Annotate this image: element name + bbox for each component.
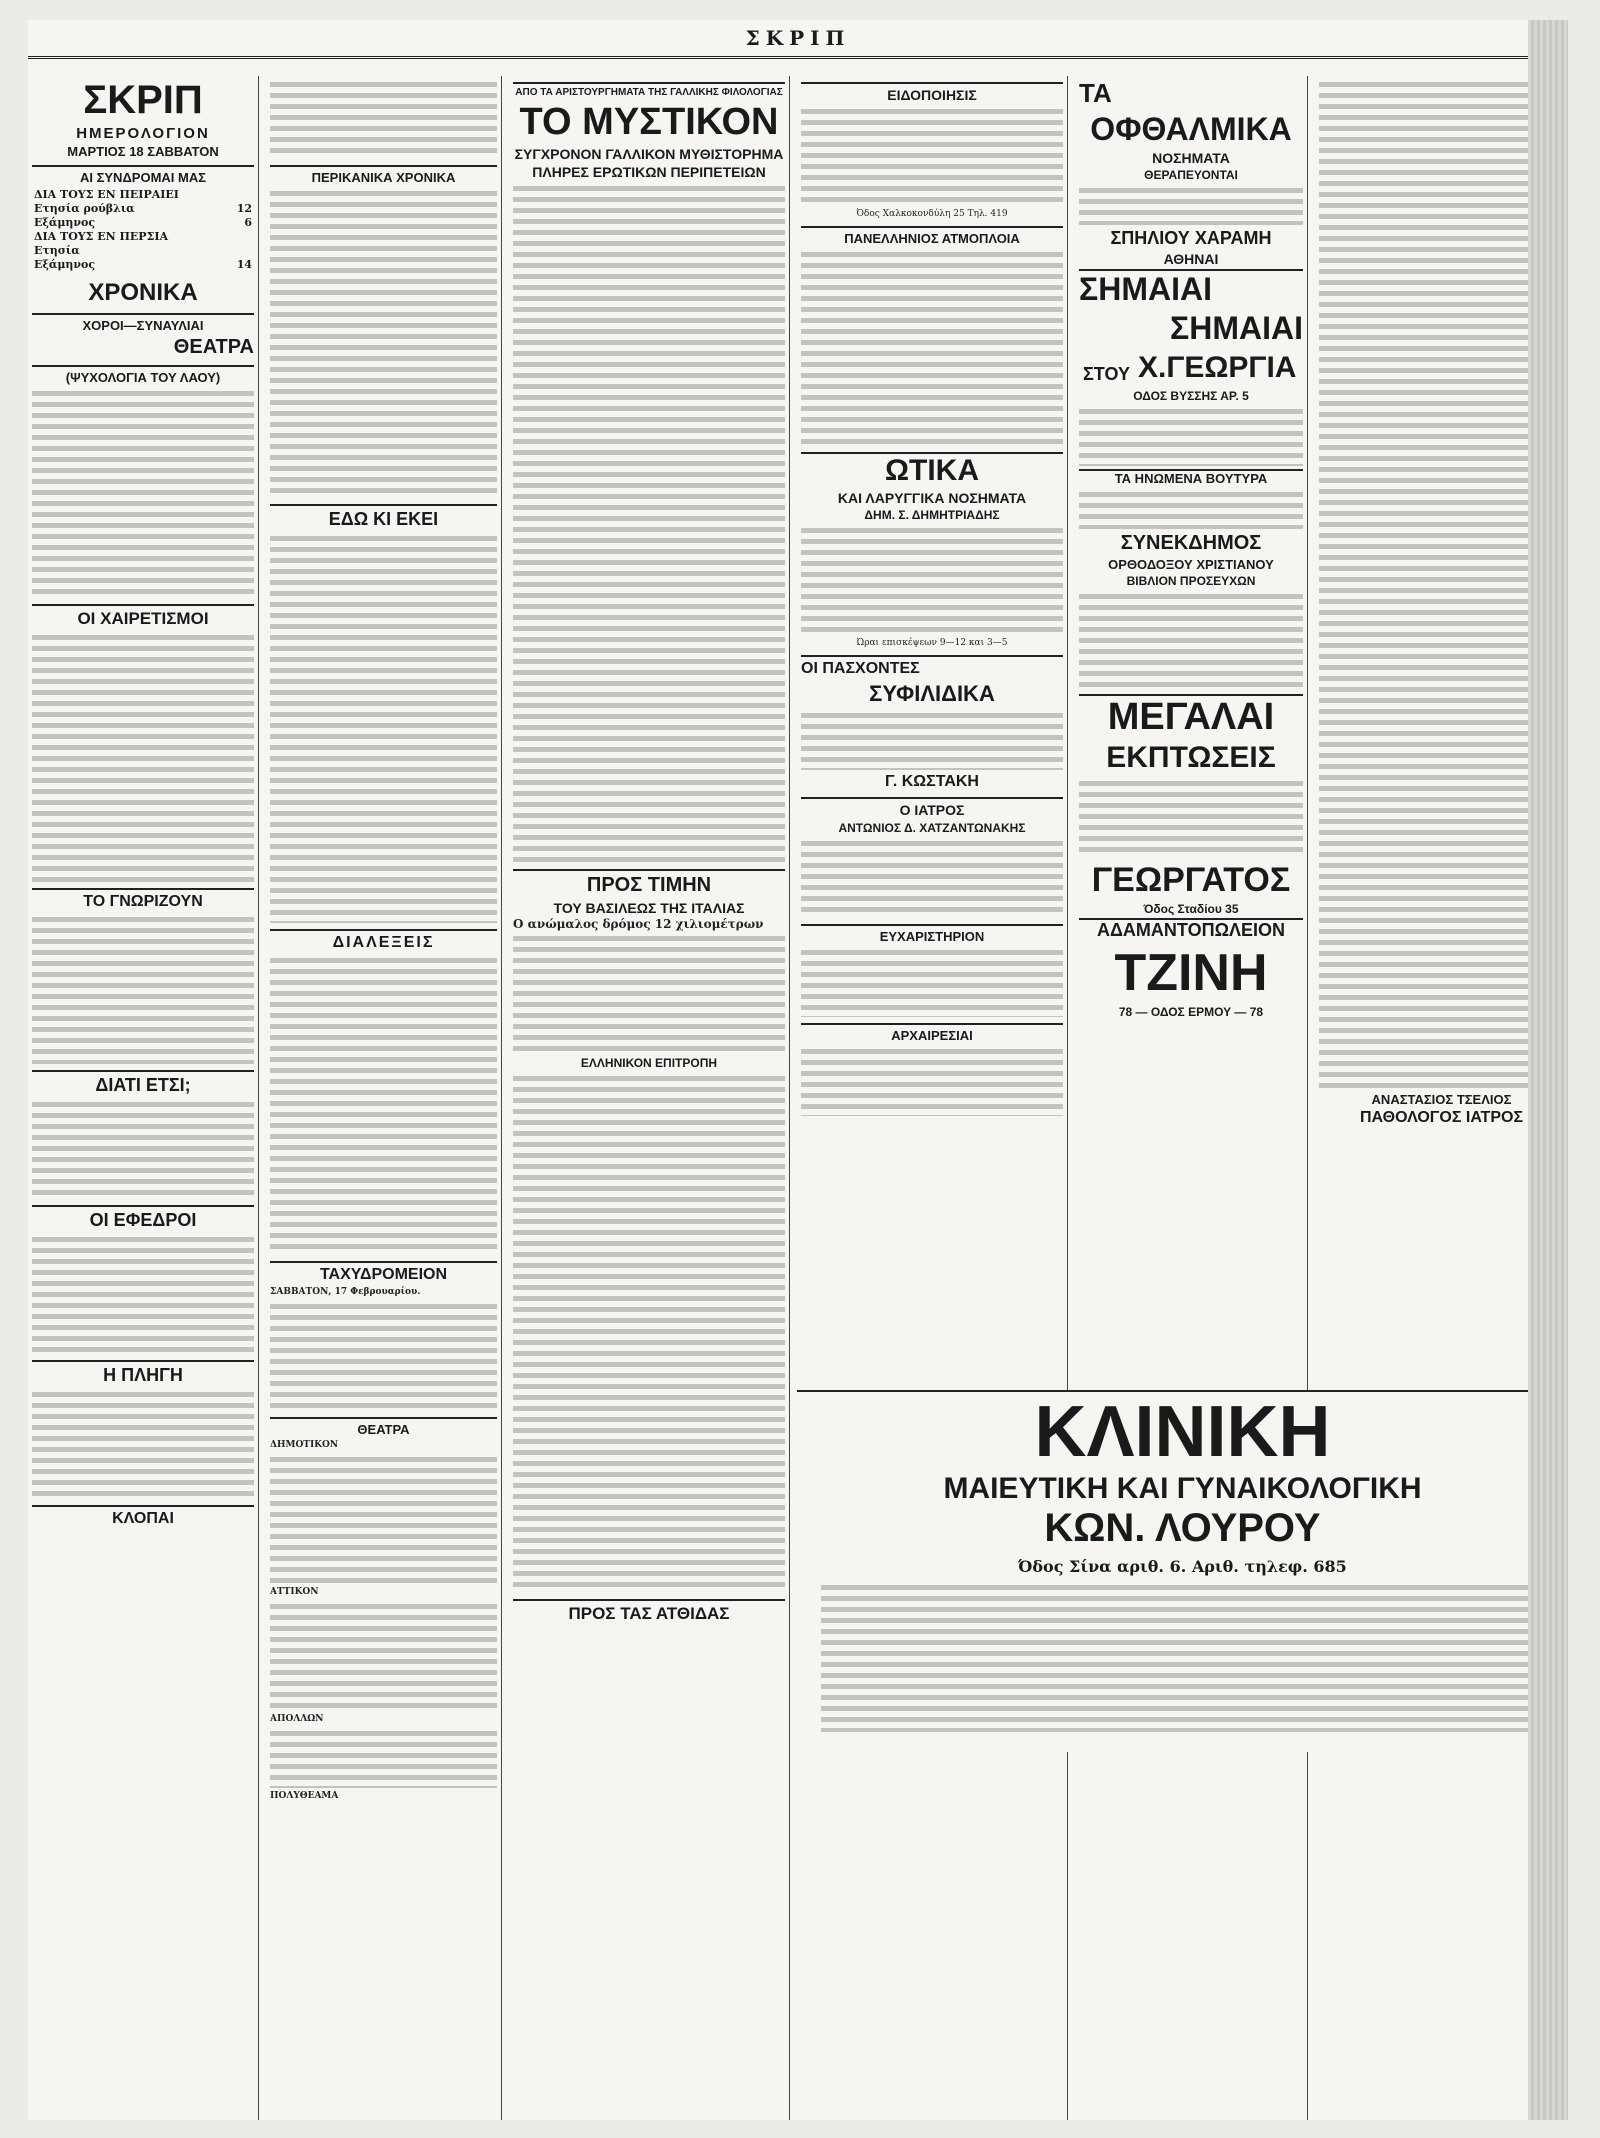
section-pros-atoidas: ΠΡΟΣ ΤΑΣ ΑΤΘΙΔΑΣ xyxy=(513,1599,785,1624)
kostaki: Γ. ΚΩΣΤΑΚΗ xyxy=(885,773,979,790)
novel-subtitle: ΣΥΓΧΡΟΝΟΝ ΓΑΛΛΙΚΟΝ ΜΥΘΙΣΤΟΡΗΜΑ xyxy=(514,146,784,162)
subscription-row: ΔΙΑ ΤΟΥΣ ΕΝ ΠΕΙΡΑΙΕΙ xyxy=(34,188,179,201)
column-4 xyxy=(797,76,1068,2120)
clinic-title: ΚΛΙΝΙΚΗ xyxy=(1034,1392,1331,1472)
article-text xyxy=(270,533,497,923)
article-text xyxy=(1079,591,1303,691)
syfilidika: ΣΥΦΙΛΙΔΙΚΑ xyxy=(869,681,995,706)
article-text xyxy=(32,914,254,1064)
section-psychology: (ΨΥΧΟΛΟΓΙΑ ΤΟΥ ΛΑΟΥ) xyxy=(32,365,254,385)
ofthalmika: ΟΦΘΑΛΜΙΚΑ xyxy=(1090,111,1292,147)
section-theatra: ΘΕΑΤΡΑ xyxy=(270,1417,497,1437)
section-diati: ΔΙΑΤΙ ΕΤΣΙ; xyxy=(32,1070,254,1096)
section-xairetismoi: ΟΙ ΧΑΙΡΕΤΙΣΜΟΙ xyxy=(32,604,254,629)
athinai: ΑΘΗΝΑΙ xyxy=(1163,251,1219,267)
section-edo-ki-ekei: ΕΔΩ ΚΙ ΕΚΕΙ xyxy=(270,504,497,530)
megalai: ΜΕΓΑΛΑΙ xyxy=(1079,694,1303,739)
ta: ΤΑ xyxy=(1079,78,1112,108)
column-5 xyxy=(1075,76,1308,2120)
column-3 xyxy=(509,76,790,2120)
address: Όδος Χαλκοκονδύλη 25 Τηλ. 419 xyxy=(856,209,1008,219)
article-text xyxy=(270,1728,497,1788)
section-efedroi: ΟΙ ΕΦΕΔΡΟΙ xyxy=(32,1205,254,1231)
ekptoseis: ΕΚΠΤΩΣΕΙΣ xyxy=(1106,741,1276,774)
section-perikanika: ΠΕΡΙΚΑΝΙΚΑ ΧΡΟΝΙΚΑ xyxy=(270,165,497,185)
dateline: ΣΑΒΒΑΤΟΝ, 17 Φεβρουαρίου. xyxy=(270,1287,421,1297)
theatre-apollon: ΑΠΟΛΛΩΝ xyxy=(270,1714,324,1724)
logo: ΣΚΡΙΠ xyxy=(83,78,203,122)
clinic-address: Όδος Σίνα αριθ. 6. Αριθ. τηλεφ. 685 xyxy=(1018,1557,1347,1576)
section-iatros: Ο ΙΑΤΡΟΣ xyxy=(801,797,1063,818)
subtitle: ΗΜΕΡΟΛΟΓΙΟΝ xyxy=(76,125,210,142)
newspaper-page xyxy=(28,20,1568,2120)
torn-edge xyxy=(1528,20,1568,2120)
georgia: Χ.ΓΕΩΡΓΙΑ xyxy=(1137,351,1297,384)
orthodoxou: ΟΡΘΟΔΟΞΟΥ ΧΡΙΣΤΙΑΝΟΥ xyxy=(1108,557,1274,572)
article-text xyxy=(801,106,1063,206)
simaiai: ΣΗΜΑΙΑΙ xyxy=(1079,269,1303,308)
clinic-ad xyxy=(797,1390,1568,1752)
section-eyxaristirion: ΕΥΧΑΡΙΣΤΗΡΙΟΝ xyxy=(801,924,1063,944)
section-pligi: Η ΠΛΗΓΗ xyxy=(32,1360,254,1386)
column-2 xyxy=(266,76,502,2120)
article-text xyxy=(513,933,785,1053)
article-text xyxy=(32,1234,254,1354)
pathologos: ΠΑΘΟΛΟΓΟΣ ΙΑΤΡΟΣ xyxy=(1359,1109,1524,1126)
article-text xyxy=(270,79,497,159)
theatre-polytheama: ΠΟΛΥΘΕΑΜΑ xyxy=(270,1791,339,1801)
section-chronika: ΧΡΟΝΙΚΑ xyxy=(88,279,198,306)
section-xoroi: ΧΟΡΟΙ—ΣΥΝΑΥΛΙΑΙ xyxy=(32,313,254,333)
article-text xyxy=(270,188,497,498)
article-text xyxy=(32,632,254,882)
clinic-line2: ΜΑΙΕΥΤΙΚΗ ΚΑΙ ΓΥΝΑΙΚΟΛΟΓΙΚΗ xyxy=(943,1472,1422,1505)
laryggika: ΚΑΙ ΛΑΡΥΓΓΙΚΑ ΝΟΣΗΜΑΤΑ xyxy=(837,490,1027,506)
boutyra: ΤΑ ΗΝΩΜΕΝΑ ΒΟΥΤΥΡΑ xyxy=(1079,469,1303,486)
section-paschontes: ΟΙ ΠΑΣΧΟΝΤΕΣ xyxy=(801,655,1063,678)
article-text xyxy=(801,838,1063,918)
therapeyontai: ΘΕΡΑΠΕΥΟΝΤΑΙ xyxy=(1144,168,1238,182)
georgatos: ΓΕΩΡΓΑΤΟΣ xyxy=(1091,861,1291,899)
article-text xyxy=(32,1099,254,1199)
article-text xyxy=(1079,778,1303,858)
subscriptions-heading: ΑΙ ΣΥΝΔΡΟΜΑΙ ΜΑΣ xyxy=(32,165,254,185)
section-klopai: ΚΛΟΠΑΙ xyxy=(32,1505,254,1528)
article-text xyxy=(270,1301,497,1411)
hours: Ώραι επισκέψεων 9—12 και 3—5 xyxy=(856,638,1008,648)
article-text xyxy=(32,388,254,598)
simaiai-2: ΣΗΜΑΙΑΙ xyxy=(1170,310,1303,346)
section-pros-timin: ΠΡΟΣ ΤΙΜΗΝ xyxy=(513,869,785,897)
race-heading: Ο ανώμαλος δρόμος 12 χιλιομέτρων xyxy=(513,917,764,931)
article-text xyxy=(801,249,1063,449)
novel-title: ΤΟ ΜΥΣΤΙΚΟΝ xyxy=(519,101,779,143)
article-text xyxy=(270,955,497,1255)
section-gnorizoun: ΤΟ ΓΝΩΡΙΖΟΥΝ xyxy=(32,888,254,911)
odos: ΟΔΟΣ ΒΥΣΣΗΣ ΑΡ. 5 xyxy=(1133,389,1249,403)
stou: ΣΤΟΥ xyxy=(1083,364,1130,384)
masthead: ΣΚΡΙΠ xyxy=(28,26,1568,59)
doctor-name: ΔΗΜ. Σ. ΔΗΜΗΤΡΙΑΔΗΣ xyxy=(864,508,1000,522)
novel-subtitle-2: ΠΛΗΡΕΣ ΕΡΩΤΙΚΩΝ ΠΕΡΙΠΕΤΕΙΩΝ xyxy=(532,164,766,180)
tzini: ΤΖΙΝΗ xyxy=(1114,944,1268,1002)
article-text xyxy=(1079,489,1303,529)
article-text xyxy=(270,1601,497,1711)
otika: ΩΤΙΚΑ xyxy=(801,452,1063,488)
subscription-row: ΔΙΑ ΤΟΥΣ ΕΝ ΠΕΡΣΙΑ xyxy=(34,230,169,243)
article-text xyxy=(1079,185,1303,225)
section-archairesiai: ΑΡΧΑΙΡΕΣΙΑΙ xyxy=(801,1023,1063,1043)
ermou: 78 — ΟΔΟΣ ΕΡΜΟΥ — 78 xyxy=(1118,1005,1264,1019)
georgia-ad xyxy=(1079,349,1303,387)
spilios: ΣΠΗΛΙΟΥ ΧΑΡΑΜΗ xyxy=(1110,228,1272,248)
section-panellinios: ΠΑΝΕΛΛΗΝΙΟΣ ΑΤΜΟΠΛΟΙΑ xyxy=(801,226,1063,246)
section-taxydromeion: ΤΑΧΥΔΡΟΜΕΙΟΝ xyxy=(270,1261,497,1284)
subscription-row: Εξάμηνος 14 xyxy=(34,258,252,271)
theatre-attikon: ΑΤΤΙΚΟΝ xyxy=(270,1587,319,1597)
biblion: ΒΙΒΛΙΟΝ ΠΡΟΣΕΥΧΩΝ xyxy=(1126,574,1256,588)
article-text xyxy=(801,947,1063,1017)
theatre-dimotikon: ΔΗΜΟΤΙΚΟΝ xyxy=(270,1440,339,1450)
article-text xyxy=(513,1073,785,1593)
section-dialexeis: ΔΙΑΛΕΞΕΙΣ xyxy=(270,929,497,952)
article-text xyxy=(32,1389,254,1499)
nosimata: ΝΟΣΗΜΑΤΑ xyxy=(1152,150,1230,166)
adamantopoleion: ΑΔΑΜΑΝΤΟΠΩΛΕΙΟΝ xyxy=(1079,918,1303,941)
subscription-row: Εξάμηνος 6 xyxy=(34,216,252,229)
subscription-row: Ετησία xyxy=(34,244,80,257)
section-basileos: ΤΟΥ ΒΑΣΙΛΕΩΣ ΤΗΣ ΙΤΑΛΙΑΣ xyxy=(553,900,745,916)
synekdimos: ΣΥΝΕΚΔΗΜΟΣ xyxy=(1120,532,1262,554)
section-eidopoiiseis: ΕΙΔΟΠΟΙΗΣΙΣ xyxy=(801,82,1063,103)
clinic-line3: ΚΩΝ. ΛΟΥΡΟΥ xyxy=(1044,1506,1321,1550)
article-text xyxy=(821,1582,1544,1732)
article-text xyxy=(801,1046,1063,1116)
anastasios: ΑΝΑΣΤΑΣΙΟΣ ΤΣΕΛΙΟΣ xyxy=(1371,1092,1512,1107)
xatzantonakis: ΑΝΤΩΝΙΟΣ Δ. ΧΑΤΖΑΝΤΩΝΑΚΗΣ xyxy=(838,821,1026,835)
odos-stadiou: Όδος Σταδίου 35 xyxy=(1143,902,1239,916)
article-text xyxy=(801,710,1063,770)
article-text xyxy=(801,525,1063,635)
committee-heading: ΕΛΛΗΝΙΚΟΝ ΕΠΙΤΡΟΠΗ xyxy=(580,1056,718,1070)
article-text xyxy=(1079,406,1303,466)
article-text xyxy=(270,1454,497,1584)
date-line: ΜΑΡΤΙΟΣ 18 ΣΑΒΒΑΤΟΝ xyxy=(67,144,219,159)
subscription-row: Ετησία ρούβλια 12 xyxy=(34,202,252,215)
column-1 xyxy=(28,76,259,2120)
article-text xyxy=(513,183,785,863)
kicker: ΑΠΟ ΤΑ ΑΡΙΣΤΟΥΡΓΗΜΑΤΑ ΤΗΣ ΓΑΛΛΙΚΗΣ ΦΙΛΟΛΟΓΙΑΣ xyxy=(513,82,785,98)
section-theatra: ΘΕΑΤΡΑ xyxy=(173,336,254,358)
